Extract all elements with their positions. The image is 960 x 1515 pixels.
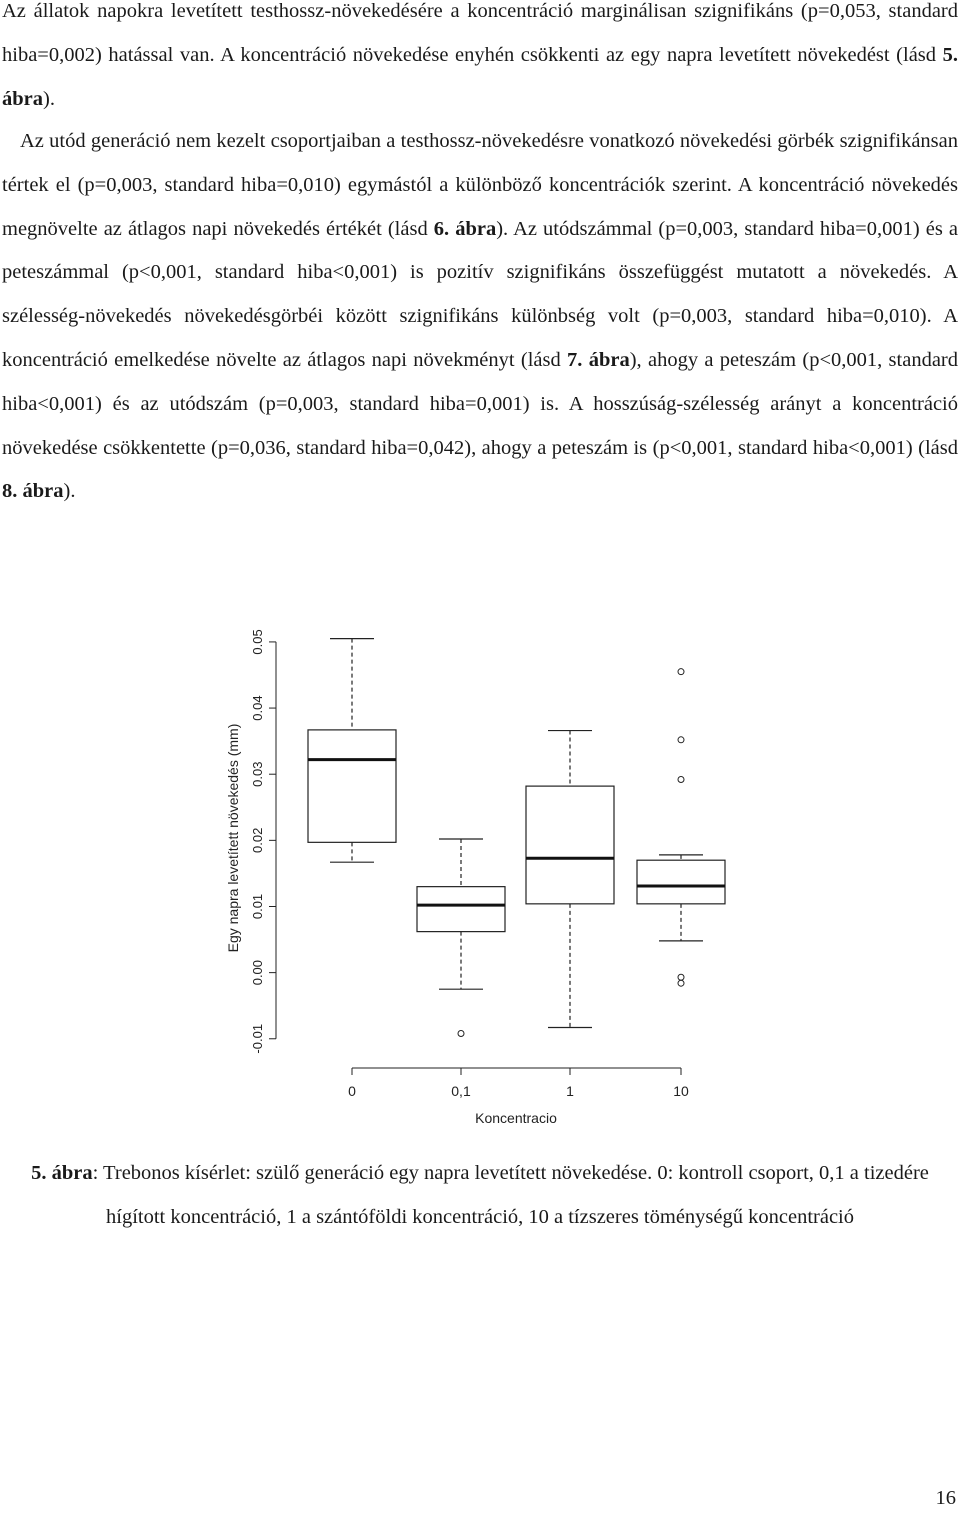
iqr-box (308, 730, 396, 842)
figure-reference: 5. ábra (2, 43, 958, 110)
text-run: ). (63, 480, 76, 503)
text-run: Az állatok napokra levetített testhossz-növekedésére a koncentráció marginálisan szignifikáns (p=0,053, standard hiba=0,002) hatással van. A koncentráció növekedése enyhén csökkenti az egy napra levetített növekedést (lásd (2, 0, 958, 66)
boxplot-chart (0, 612, 960, 1152)
figure-reference: 5. ábra (31, 1162, 93, 1184)
x-tick-label: 0,1 (451, 1083, 471, 1099)
x-tick-label: 1 (566, 1083, 574, 1099)
text-run: ). Az utódszámmal (p=0,003, standard hiba=0,001) és a peteszámmal (p<0,001, standard hiba<0,001) is pozitív szignifikáns összefüggést mutatott a növekedés. A szélesség-növekedés növekedésgörbéi között szignifikáns különbség volt (p=0,003, standard hiba=0,010). A koncentráció emelkedése növelte az átlagos napi növekményt (lásd (2, 217, 958, 371)
y-tick-label: 0.02 (250, 827, 265, 854)
outlier-point (678, 974, 684, 980)
text-run: Az utód generáció nem kezelt csoportjaiban a testhossz-növekedésre vonatkozó növekedési görbék szignifikánsan tértek el (p=0,003, standard hiba=0,010) egymástól a különböző koncentrációk szerint. A koncentráció növekedés megnövelte az átlagos napi növekedés értékét (lásd (2, 130, 958, 240)
iqr-box (417, 887, 505, 932)
text-run: : Trebonos kísérlet: szülő generáció egy napra levetített növekedése. 0: kontroll csoport, 0,1 a tizedére hígított koncentráció, 1 a szántóföldi koncentráció, 10 a tízszeres töménységű koncentráció (92, 1162, 929, 1228)
y-axis-label: Egy napra levetített növekedés (mm) (225, 723, 241, 953)
y-tick-label: 0.00 (250, 959, 265, 986)
outlier-point (458, 1030, 464, 1036)
outlier-point (678, 776, 684, 782)
box-group (417, 839, 505, 1036)
paragraph-1 (2, 0, 958, 121)
figure-caption (20, 1152, 940, 1240)
text-run: ), ahogy a peteszám (p<0,001, standard hiba<0,001) és az utódszám (p=0,003, standard hiba=0,001) is. A hosszúság-szélesség arányt a koncentráció növekedése csökkentette (p=0,036, standard hiba=0,042), ahogy a peteszám is (p<0,001, standard hiba<0,001) (lásd (2, 348, 959, 459)
chart-axes (250, 629, 689, 1099)
paragraph-2 (2, 120, 958, 514)
page-number: 16 (935, 1487, 956, 1509)
outlier-point (678, 669, 684, 675)
y-tick-label: 0.05 (250, 629, 265, 655)
x-tick-label: 0 (348, 1083, 356, 1099)
box-group (637, 669, 725, 987)
x-axis-label: Koncentracio (475, 1110, 557, 1126)
outlier-point (678, 737, 684, 743)
iqr-box (526, 786, 614, 904)
outlier-point (678, 980, 684, 986)
y-tick-label: -0.01 (250, 1023, 265, 1054)
figure-reference: 7. ábra (567, 348, 630, 371)
chart-boxes (308, 639, 725, 1037)
box-group (526, 731, 614, 1028)
text-run: ). (43, 87, 55, 110)
figure-reference: 8. ábra (2, 480, 64, 503)
y-tick-label: 0.03 (250, 761, 265, 787)
iqr-box (637, 860, 725, 904)
x-tick-label: 10 (673, 1083, 689, 1099)
box-group (308, 639, 396, 863)
y-tick-label: 0.01 (250, 893, 265, 920)
figure-reference: 6. ábra (433, 217, 497, 240)
y-tick-label: 0.04 (250, 695, 265, 721)
